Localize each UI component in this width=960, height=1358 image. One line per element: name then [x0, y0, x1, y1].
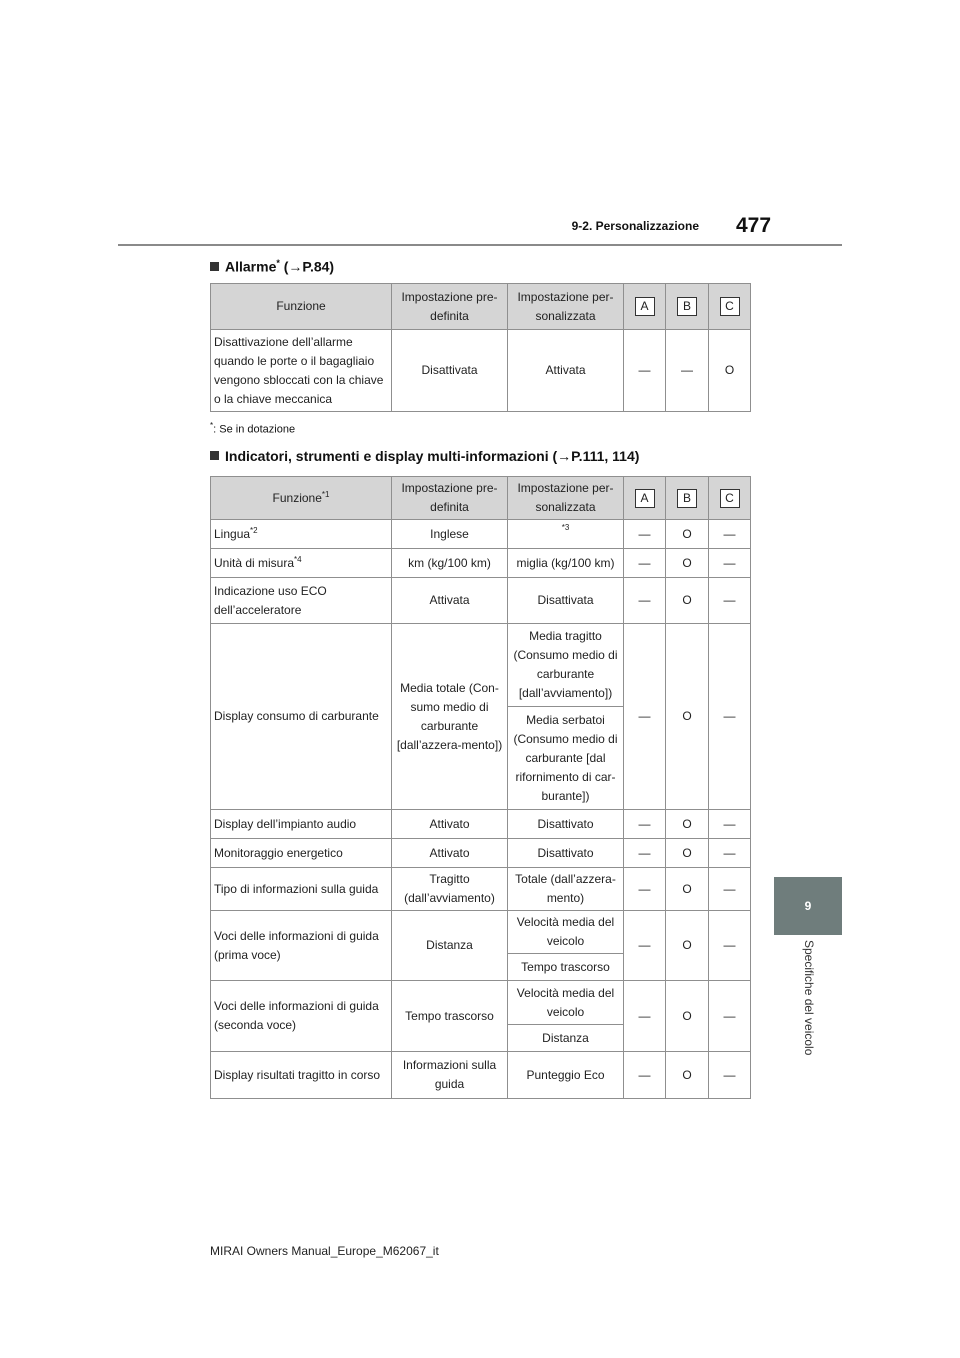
col-funzione: Funzione: [211, 284, 392, 330]
table-row: [211, 981, 751, 1025]
cell-a: —: [624, 520, 666, 549]
indicatori-heading-text: Indicatori, strumenti e display multi-informazioni (→P.111, 114): [225, 448, 640, 464]
cell-predefinita: Distanza: [392, 911, 508, 981]
table-row: [211, 911, 751, 954]
table-row: [211, 330, 751, 412]
cell-b: O: [666, 868, 709, 911]
cell-funzione: Display dell’impianto audio: [211, 810, 392, 839]
cell-b: O: [666, 1052, 709, 1099]
cell-personalizzata: Totale (dall’azzera-mento): [508, 868, 624, 911]
cell-predefinita: Informazioni sulla guida: [392, 1052, 508, 1099]
cell-predefinita: km (kg/100 km): [392, 549, 508, 578]
allarme-heading-sup: *: [276, 258, 280, 268]
col-b: [666, 477, 709, 520]
cell-a: —: [624, 981, 666, 1052]
cell-predefinita: Media totale (Con-sumo medio di carburante [dall’azzera-mento]): [392, 624, 508, 810]
cell-personalizzata: Velocità media del veicolo: [508, 911, 624, 954]
cell-funzione: Indicazione uso ECO dell’acceleratore: [211, 578, 392, 624]
cell-c: —: [709, 981, 751, 1052]
cell-a: —: [624, 624, 666, 810]
col-predefinita: Impostazione pre-definita: [392, 477, 508, 520]
cell-personalizzata: Punteggio Eco: [508, 1052, 624, 1099]
indicatori-heading: [210, 448, 639, 464]
table-row: [211, 624, 751, 707]
cell-a: —: [624, 578, 666, 624]
cell-b: O: [666, 578, 709, 624]
cell-b: —: [666, 330, 709, 412]
cell-personalizzata: Disattivata: [508, 578, 624, 624]
column-c-icon: C: [720, 297, 740, 316]
cell-b: O: [666, 839, 709, 868]
cell-personalizzata: [508, 520, 624, 549]
cell-personalizzata: Media tragitto (Consumo medio di carburante [dall’avviamento]): [508, 624, 624, 707]
col-a: [624, 284, 666, 330]
footer-manual-name: MIRAI Owners Manual_Europe_M62067_it: [210, 1244, 439, 1258]
page-number: 477: [736, 214, 772, 237]
cell-a: —: [624, 330, 666, 412]
cell-personalizzata-sup: *3: [561, 523, 570, 532]
cell-personalizzata: Disattivato: [508, 810, 624, 839]
cell-funzione: [211, 549, 392, 578]
cell-c: —: [709, 520, 751, 549]
chapter-tab: 9: [774, 877, 842, 935]
cell-b: O: [666, 624, 709, 810]
col-funzione: [211, 477, 392, 520]
cell-c: —: [709, 549, 751, 578]
column-b-icon: B: [677, 297, 697, 316]
cell-a: —: [624, 810, 666, 839]
cell-c: O: [709, 330, 751, 412]
cell-predefinita: Attivato: [392, 810, 508, 839]
cell-predefinita: Attivato: [392, 839, 508, 868]
col-a: [624, 477, 666, 520]
cell-personalizzata: miglia (kg/100 km): [508, 549, 624, 578]
col-funzione-label: Funzione: [272, 490, 322, 505]
col-personalizzata: Impostazione per-sonalizzata: [508, 477, 624, 520]
table-row: [211, 810, 751, 839]
col-c: [709, 477, 751, 520]
column-a-icon: A: [635, 297, 655, 316]
allarme-table: [210, 283, 751, 412]
allarme-heading: [210, 258, 334, 275]
cell-b: O: [666, 810, 709, 839]
section-header: 9-2. Personalizzazione: [571, 219, 699, 233]
cell-funzione: Display risultati tragitto in corso: [211, 1052, 392, 1099]
cell-funzione: Voci delle informazioni di guida (prima voce): [211, 911, 392, 981]
table-header-row: [211, 477, 751, 520]
allarme-heading-ref: (→P.84): [279, 258, 335, 275]
cell-personalizzata: Velocità media del veicolo: [508, 981, 624, 1025]
table-row: [211, 868, 751, 911]
table-row: [211, 549, 751, 578]
cell-funzione: Monitoraggio energetico: [211, 839, 392, 868]
cell-personalizzata: Tempo trascorso: [508, 954, 624, 981]
cell-funzione: [211, 520, 392, 549]
indicatori-table: [210, 476, 751, 1099]
table-row: [211, 1052, 751, 1099]
cell-predefinita: Tempo trascorso: [392, 981, 508, 1052]
column-c-icon: C: [720, 489, 740, 508]
cell-funzione: Disattivazione dell’allarme quando le porte o il bagagliaio vengono sbloccati con la chiave o la chiave meccanica: [211, 330, 392, 412]
cell-funzione: Display consumo di carburante: [211, 624, 392, 810]
cell-a: —: [624, 839, 666, 868]
cell-funzione: Voci delle informazioni di guida (seconda voce): [211, 981, 392, 1052]
cell-c: —: [709, 839, 751, 868]
cell-funzione-text: Lingua: [214, 526, 251, 541]
cell-predefinita: Disattivata: [392, 330, 508, 412]
cell-a: —: [624, 868, 666, 911]
column-a-icon: A: [635, 489, 655, 508]
cell-predefinita: Tragitto (dall’avviamento): [392, 868, 508, 911]
bullet-square-icon: [210, 262, 219, 271]
cell-c: —: [709, 911, 751, 981]
cell-c: —: [709, 1052, 751, 1099]
cell-a: —: [624, 1052, 666, 1099]
cell-predefinita: Attivata: [392, 578, 508, 624]
cell-a: —: [624, 911, 666, 981]
cell-predefinita: Inglese: [392, 520, 508, 549]
cell-funzione-sup: *2: [250, 525, 258, 535]
col-personalizzata: Impostazione per-sonalizzata: [508, 284, 624, 330]
cell-personalizzata: Disattivato: [508, 839, 624, 868]
cell-b: O: [666, 549, 709, 578]
cell-b: O: [666, 981, 709, 1052]
cell-c: —: [709, 624, 751, 810]
cell-c: —: [709, 810, 751, 839]
footnote-text: : Se in dotazione: [213, 423, 296, 436]
table-row: [211, 520, 751, 549]
chapter-label: Specifiche del veicolo: [802, 940, 816, 1056]
col-b: [666, 284, 709, 330]
allarme-heading-text: Allarme: [225, 258, 277, 275]
table-row: [211, 578, 751, 624]
cell-b: O: [666, 911, 709, 981]
col-funzione-sup: *1: [321, 489, 330, 499]
footnote: [210, 421, 295, 436]
header-rule: [118, 244, 842, 246]
cell-personalizzata: Distanza: [508, 1025, 624, 1052]
cell-a: —: [624, 549, 666, 578]
cell-funzione: Tipo di informazioni sulla guida: [211, 868, 392, 911]
table-header-row: [211, 284, 751, 330]
col-c: [709, 284, 751, 330]
cell-c: —: [709, 578, 751, 624]
cell-funzione-sup: *4: [294, 554, 302, 564]
cell-personalizzata: Media serbatoi (Consumo medio di carburante [dal rifornimento di car-burante]): [508, 707, 624, 810]
bullet-square-icon: [210, 451, 219, 460]
col-predefinita: Impostazione pre-definita: [392, 284, 508, 330]
cell-b: O: [666, 520, 709, 549]
column-b-icon: B: [677, 489, 697, 508]
cell-c: —: [709, 868, 751, 911]
cell-funzione-text: Unità di misura: [214, 555, 295, 570]
table-row: [211, 839, 751, 868]
footnote-mark: *: [210, 421, 214, 430]
cell-personalizzata: Attivata: [508, 330, 624, 412]
